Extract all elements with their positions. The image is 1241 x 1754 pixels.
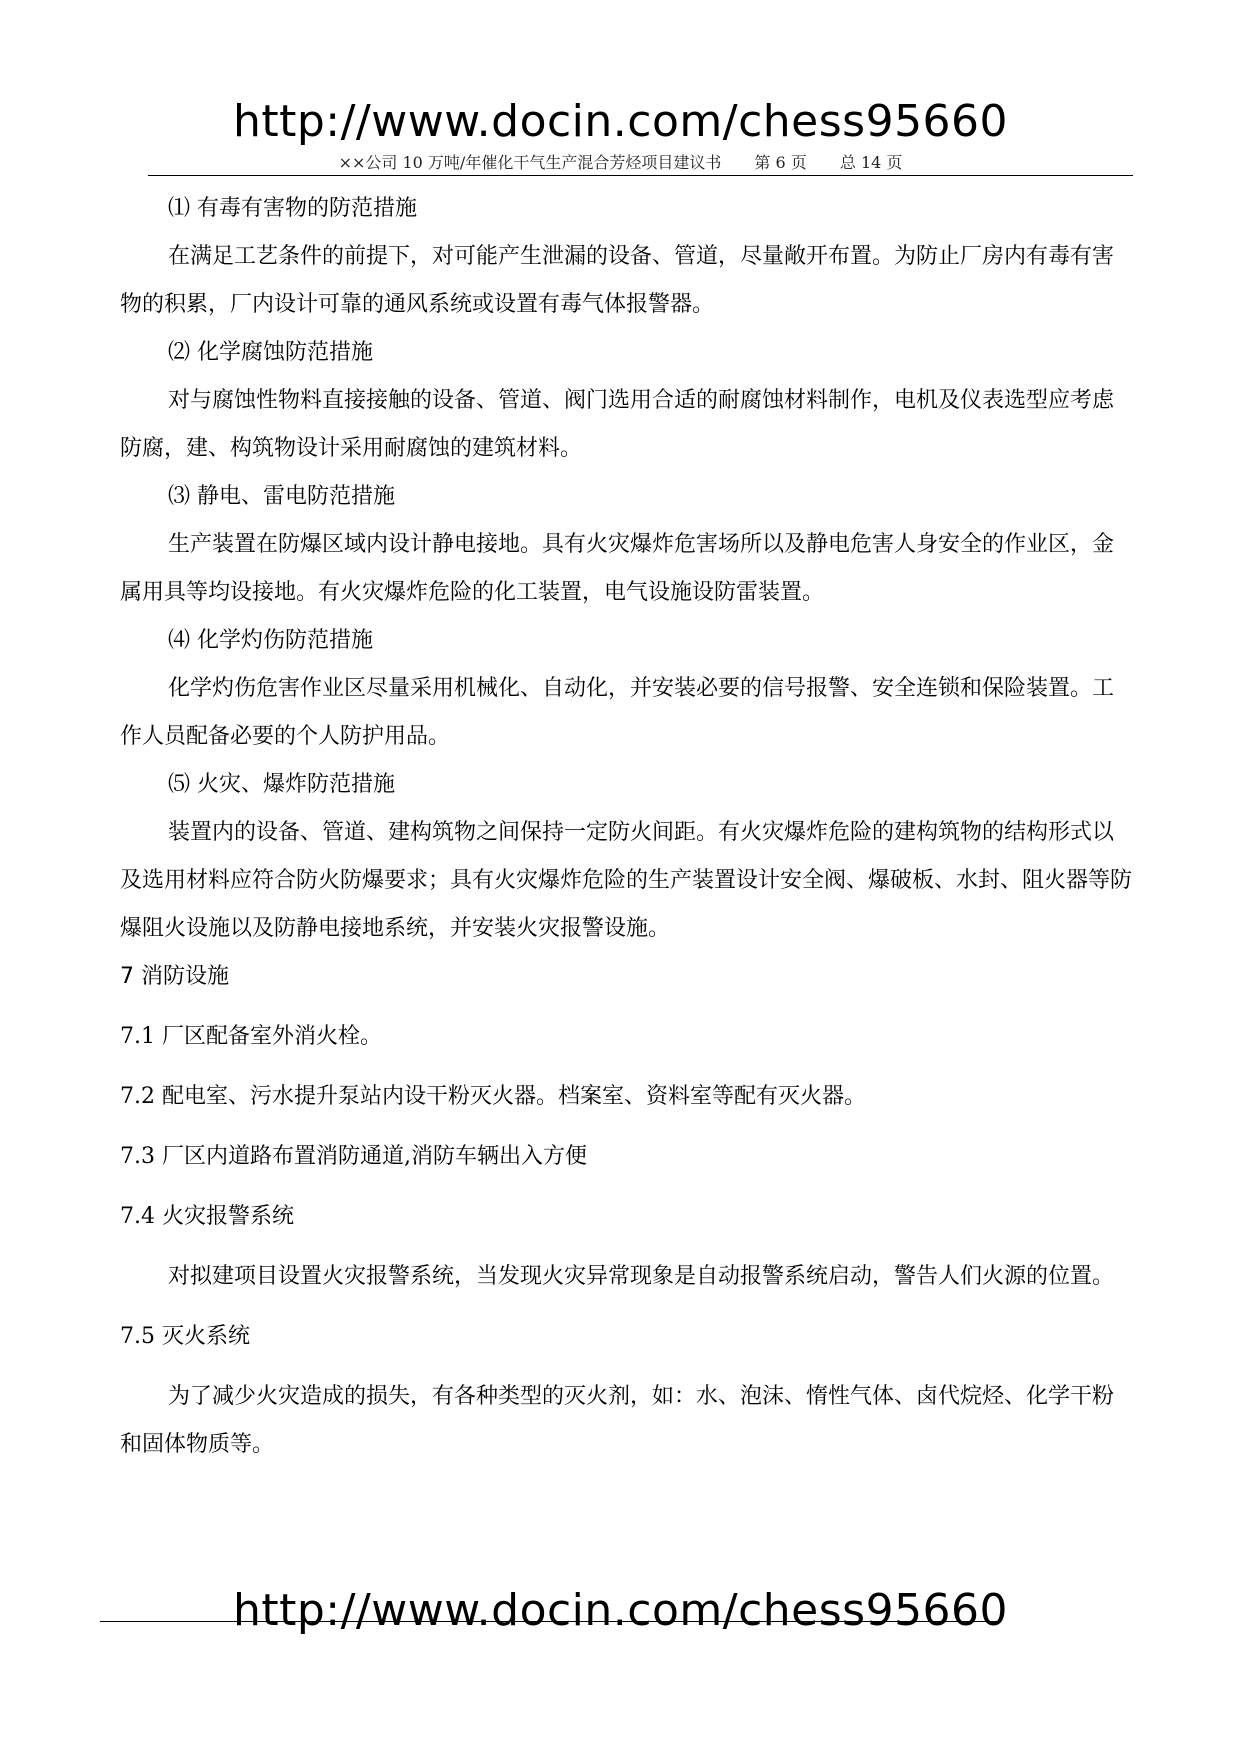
subheading-corrosion: ⑵ 化学腐蚀防范措施 <box>168 340 373 365</box>
section-heading-fire-facilities: 7 消防设施 <box>120 964 229 989</box>
subheading-toxic: ⑴ 有毒有害物的防范措施 <box>168 196 417 221</box>
header-doc-title: ××公司 10 万吨/年催化干气生产混合芳烃项目建议书 <box>338 153 722 172</box>
header-total-pages: 总 14 页 <box>839 153 903 172</box>
paragraph-fire-alarm: 对拟建项目设置火灾报警系统，当发现火灾异常现象是自动报警系统启动，警告人们火源的位置。 <box>168 1264 1115 1289</box>
item-7-5: 7.5 灭火系统 <box>120 1324 250 1349</box>
paragraph-chemical-burn: 化学灼伤危害作业区尽量采用机械化、自动化，并安装必要的信号报警、安全连锁和保险装置。工作人员配备必要的个人防护用品。 <box>120 676 1115 749</box>
subheading-chemical-burn: ⑷ 化学灼伤防范措施 <box>168 628 373 653</box>
header-rule <box>148 175 1133 176</box>
item-7-2: 7.2 配电室、污水提升泵站内设干粉灭火器。档案室、资料室等配有灭火器。 <box>120 1084 866 1109</box>
document-body <box>120 185 1132 1469</box>
running-header <box>0 150 1241 173</box>
subheading-static-lightning: ⑶ 静电、雷电防范措施 <box>168 484 395 509</box>
footer-rule <box>100 1621 998 1622</box>
watermark-bottom: http://www.docin.com/chess95660 <box>232 1585 1009 1636</box>
paragraph-toxic: 在满足工艺条件的前提下，对可能产生泄漏的设备、管道，尽量敞开布置。为防止厂房内有毒有害物的积累，厂内设计可靠的通风系统或设置有毒气体报警器。 <box>120 244 1115 317</box>
item-7-3: 7.3 厂区内道路布置消防通道,消防车辆出入方便 <box>120 1144 587 1169</box>
subheading-fire-explosion: ⑸ 火灾、爆炸防范措施 <box>168 772 395 797</box>
header-page-number: 第 6 页 <box>754 153 807 172</box>
item-7-4: 7.4 火灾报警系统 <box>120 1204 294 1229</box>
paragraph-fire-explosion: 装置内的设备、管道、建构筑物之间保持一定防火间距。有火灾爆炸危险的建构筑物的结构形式以及选用材料应符合防火防爆要求；具有火灾爆炸危险的生产装置设计安全阀、爆破板、水封、阻火器等防爆阻火设施以及防静电接地系统，并安装火灾报警设施。 <box>120 820 1133 941</box>
paragraph-corrosion: 对与腐蚀性物料直接接触的设备、管道、阀门选用合适的耐腐蚀材料制作，电机及仪表选型应考虑防腐，建、构筑物设计采用耐腐蚀的建筑材料。 <box>120 388 1115 461</box>
item-7-1: 7.1 厂区配备室外消火栓。 <box>120 1024 382 1049</box>
watermark-top: http://www.docin.com/chess95660 <box>232 96 1009 147</box>
paragraph-extinguishing: 为了减少火灾造成的损失，有各种类型的灭火剂，如：水、泡沫、惰性气体、卤代烷烃、化学干粉和固体物质等。 <box>120 1384 1115 1457</box>
paragraph-static-lightning: 生产装置在防爆区域内设计静电接地。具有火灾爆炸危害场所以及静电危害人身安全的作业区，金属用具等均设接地。有火灾爆炸危险的化工装置，电气设施设防雷装置。 <box>120 532 1115 605</box>
